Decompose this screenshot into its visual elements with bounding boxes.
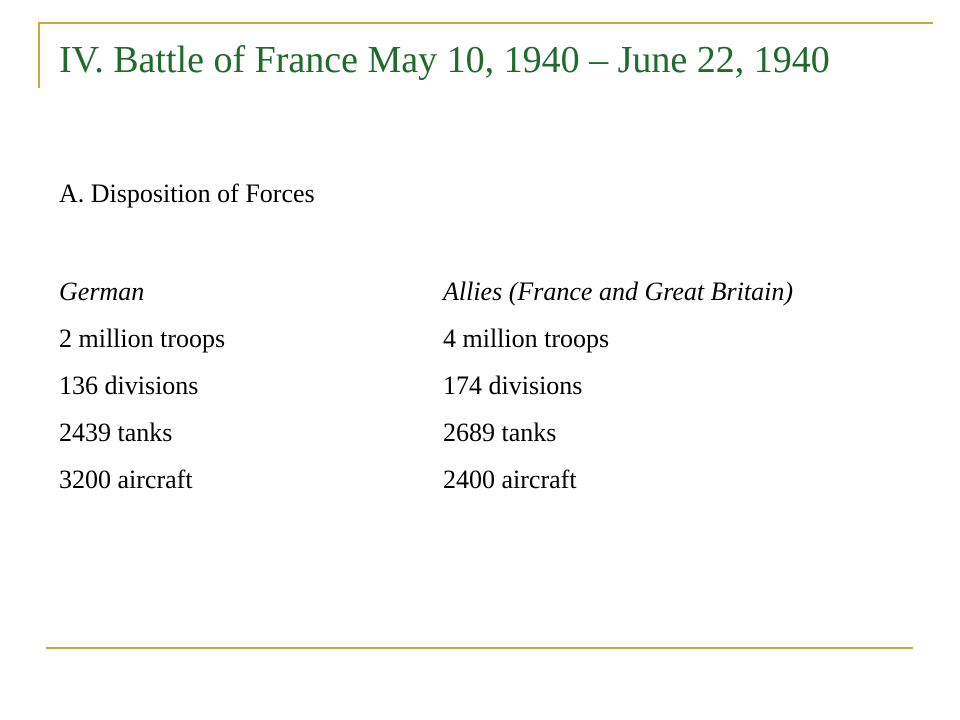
- german-aircraft: 3200 aircraft: [59, 465, 193, 494]
- allies-divisions: 174 divisions: [443, 371, 583, 400]
- bottom-rule: [46, 647, 913, 649]
- allies-tanks: 2689 tanks: [443, 418, 557, 447]
- allies-forces-column: [443, 268, 793, 503]
- slide-title: IV. Battle of France May 10, 1940 – June 22, 1940: [59, 39, 830, 81]
- german-tanks: 2439 tanks: [59, 418, 173, 447]
- top-rule-horizontal: [38, 22, 933, 24]
- allies-aircraft: 2400 aircraft: [443, 465, 577, 494]
- top-rule-vertical: [38, 22, 40, 88]
- allies-troops: 4 million troops: [443, 324, 610, 353]
- german-divisions: 136 divisions: [59, 371, 199, 400]
- section-heading: A. Disposition of Forces: [59, 179, 315, 208]
- allies-header: Allies (France and Great Britain): [443, 277, 793, 306]
- german-header: German: [59, 277, 145, 306]
- german-troops: 2 million troops: [59, 324, 226, 353]
- german-forces-column: [59, 268, 225, 503]
